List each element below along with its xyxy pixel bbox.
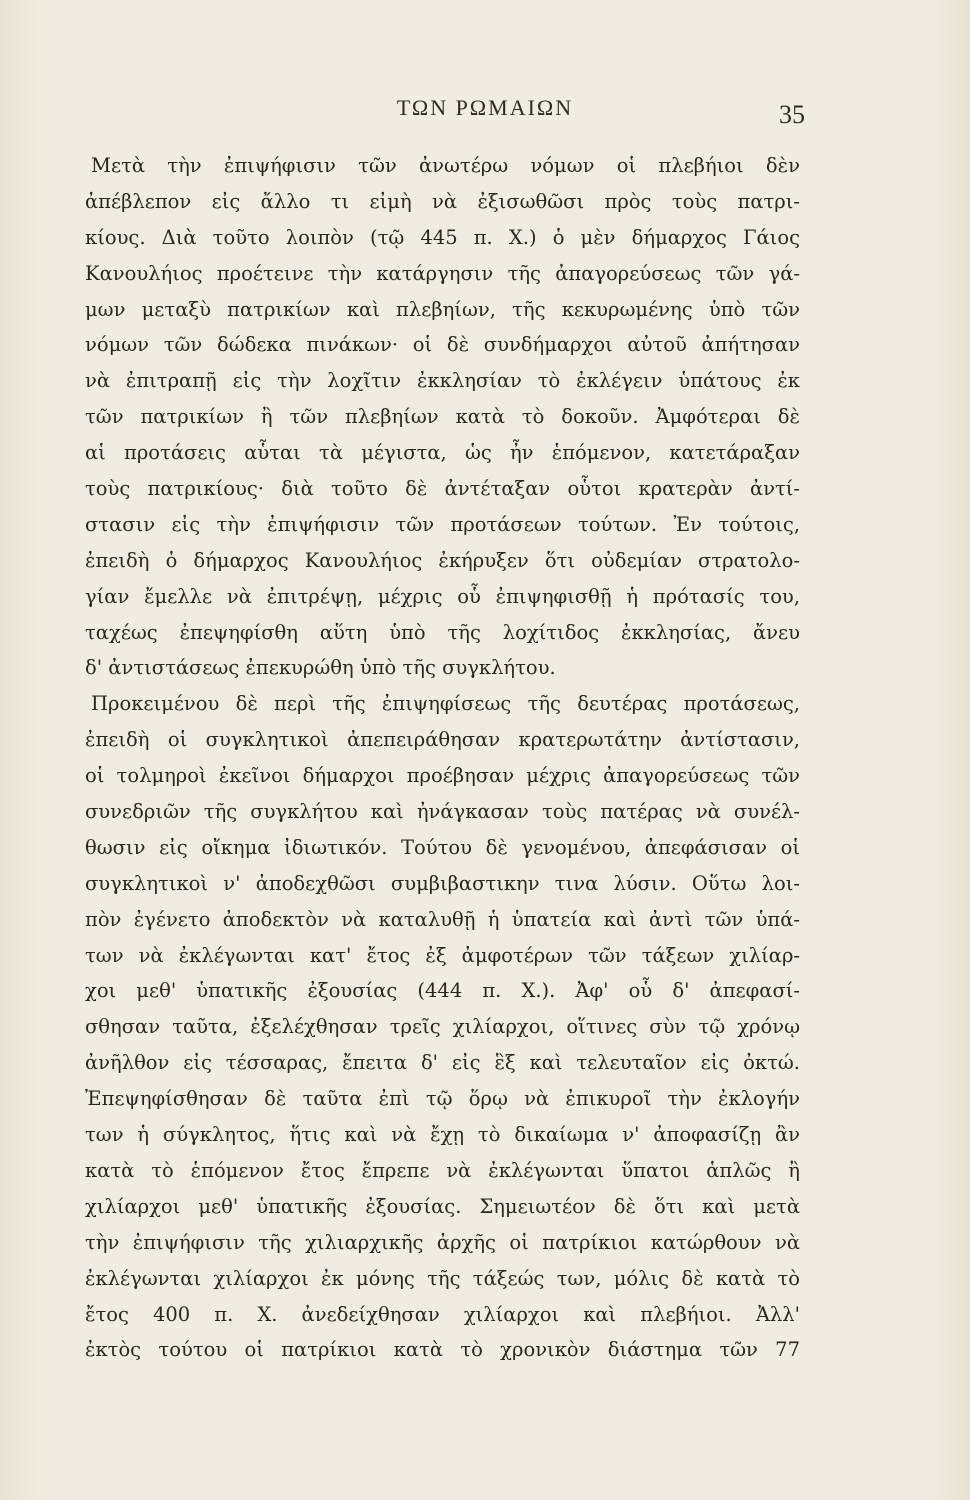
text-line: των ἡ σύγκλητος, ἥτις καὶ νὰ ἔχῃ τὸ δικαίωμα ν' ἀποφασίζῃ ἂν [85, 1123, 800, 1147]
text-line: στασιν εἰς τὴν ἐπιψήφισιν τῶν προτάσεων τούτων. Ἐν τούτοις, [85, 512, 800, 536]
text-line: νόμων τῶν δώδεκα πινάκων· οἱ δὲ συνδήμαρχοι αὐτοῦ ἀπήτησαν [85, 333, 800, 357]
text-line: Ἐπεψηφίσθησαν δὲ ταῦτα ἐπὶ τῷ ὅρῳ νὰ ἐπικυροῖ τὴν ἐκλογήν [85, 1087, 800, 1111]
text-line: μων μεταξὺ πατρικίων καὶ πλεβηίων, τῆς κεκυρωμένης ὑπὸ τῶν [85, 297, 800, 321]
text-line: οἱ τολμηροὶ ἐκεῖνοι δήμαρχοι προέβησαν μέχρις ἀπαγορεύσεως τῶν [85, 764, 800, 788]
text-line: τῶν πατρικίων ἢ τῶν πλεβηίων κατὰ τὸ δοκοῦν. Ἀμφότεραι δὲ [85, 405, 800, 429]
text-line: δ' ἀντιστάσεως ἐπεκυρώθη ὑπὸ τῆς συγκλήτου. [85, 656, 556, 680]
text-line: σθησαν ταῦτα, ἐξελέχθησαν τρεῖς χιλίαρχοι, οἵτινες σὺν τῷ χρόνῳ [85, 1015, 800, 1039]
text-line: ἐπειδὴ ὁ δήμαρχος Κανουλήιος ἐκήρυξεν ὅτι οὐδεμίαν στρατολο- [85, 548, 800, 572]
text-line: ἐκλέγωνται χιλίαρχοι ἐκ μόνης τῆς τάξεώς των, μόλις δὲ κατὰ τὸ [85, 1266, 800, 1290]
text-line: ἐκτὸς τούτου οἱ πατρίκιοι κατὰ τὸ χρονικὸν διάστημα τῶν 77 [85, 1338, 800, 1362]
text-line: Προκειμένου δὲ περὶ τῆς ἐπιψηφίσεως τῆς δευτέρας προτάσεως, [91, 692, 800, 716]
text-line: νὰ ἐπιτραπῇ εἰς τὴν λοχῖτιν ἐκκλησίαν τὸ ἐκλέγειν ὑπάτους ἐκ [85, 369, 800, 393]
text-line: ἀπέβλεπον εἰς ἄλλο τι εἰμὴ νὰ ἐξισωθῶσι πρὸς τοὺς πατρι- [85, 189, 800, 213]
text-line: τὴν ἐπιψήφισιν τῆς χιλιαρχικῆς ἀρχῆς οἱ πατρίκιοι κατώρθουν νὰ [85, 1230, 800, 1254]
text-line: τοὺς πατρικίους· διὰ τοῦτο δὲ ἀντέταξαν οὗτοι κρατερὰν ἀντί- [85, 477, 800, 501]
text-line: χοι μεθ' ὑπατικῆς ἐξουσίας (444 π. Χ.). Ἀφ' οὗ δ' ἀπεφασί- [85, 979, 800, 1003]
page-number: 35 [779, 100, 805, 129]
body-text [85, 148, 800, 1368]
text-line: ἀνῆλθον εἰς τέσσαρας, ἔπειτα δ' εἰς ἓξ καὶ τελευταῖον εἰς ὀκτώ. [85, 1051, 800, 1075]
text-line: συνεδριῶν τῆς συγκλήτου καὶ ἠνάγκασαν τοὺς πατέρας νὰ συνέλ- [85, 800, 800, 824]
text-line: συγκλητικοὶ ν' ἀποδεχθῶσι συμβιβαστικην τινα λύσιν. Οὕτω λοι- [85, 871, 800, 895]
text-line: κίους. Διὰ τοῦτο λοιπὸν (τῷ 445 π. Χ.) ὁ μὲν δήμαρχος Γάιος [85, 225, 800, 249]
text-line: χιλίαρχοι μεθ' ὑπατικῆς ἐξουσίας. Σημειωτέον δὲ ὅτι καὶ μετὰ [85, 1194, 800, 1218]
running-title: ΤΩΝ ΡΩΜΑΙΩΝ [396, 95, 574, 120]
text-line: ἐπειδὴ οἱ συγκλητικοὶ ἀπεπειράθησαν κρατερωτάτην ἀντίστασιν, [85, 728, 800, 752]
text-line: των νὰ ἐκλέγωνται κατ' ἔτος ἐξ ἀμφοτέρων τῶν τάξεων χιλίαρ- [85, 943, 800, 967]
text-line: αἱ προτάσεις αὗται τὰ μέγιστα, ὡς ἦν ἑπόμενον, κατετάραξαν [85, 441, 800, 465]
text-line: κατὰ τὸ ἑπόμενον ἔτος ἔπρεπε νὰ ἐκλέγωνται ὕπατοι ἁπλῶς ἢ [85, 1158, 800, 1182]
text-line: ταχέως ἐπεψηφίσθη αὕτη ὑπὸ τῆς λοχίτιδος ἐκκλησίας, ἄνευ [85, 620, 800, 644]
text-line: Μετὰ τὴν ἐπιψήφισιν τῶν ἀνωτέρω νόμων οἱ πλεβήιοι δὲν [91, 154, 800, 177]
text-line: Κανουλήιος προέτεινε τὴν κατάργησιν τῆς ἀπαγορεύσεως τῶν γά- [85, 261, 800, 285]
text-line: ἔτος 400 π. Χ. ἀνεδείχθησαν χιλίαρχοι καὶ πλεβήιοι. Ἀλλ' [85, 1302, 800, 1326]
text-line: πὸν ἐγένετο ἀποδεκτὸν νὰ καταλυθῇ ἡ ὑπατεία καὶ ἀντὶ τῶν ὑπά- [85, 907, 800, 931]
text-line: θωσιν εἰς οἴκημα ἰδιωτικόν. Τούτου δὲ γενομένου, ἀπεφάσισαν οἱ [85, 835, 800, 859]
text-line: γίαν ἔμελλε νὰ ἐπιτρέψῃ, μέχρις οὗ ἐπιψηφισθῇ ἡ πρότασίς του, [85, 584, 800, 608]
